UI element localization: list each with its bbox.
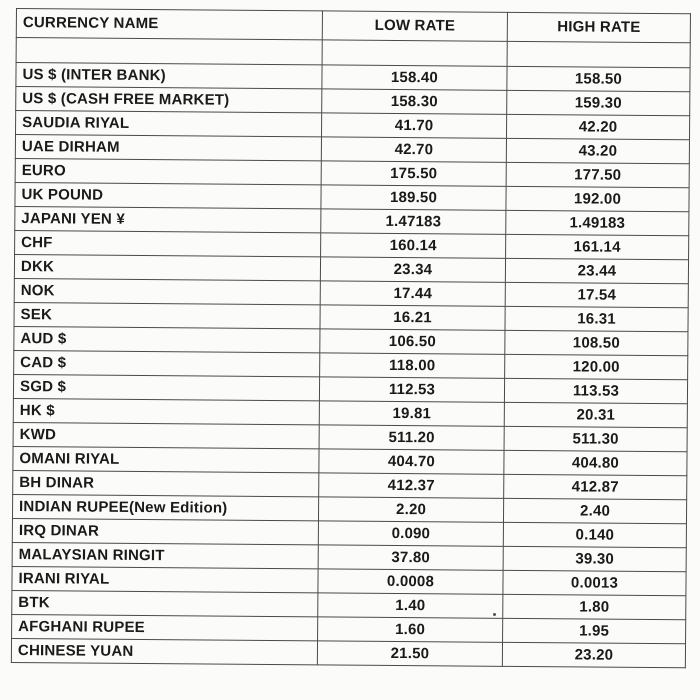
low-rate-cell: 175.50 bbox=[321, 161, 506, 186]
low-rate-cell: 42.70 bbox=[321, 137, 506, 162]
low-rate-cell: 189.50 bbox=[321, 185, 506, 210]
low-rate-cell: 2.20 bbox=[318, 497, 503, 522]
currency-name-cell: UK POUND bbox=[15, 182, 321, 208]
high-rate-cell: 1.80 bbox=[503, 594, 686, 619]
high-rate-cell: 2.40 bbox=[503, 498, 686, 523]
currency-name-cell: CAD $ bbox=[14, 350, 320, 376]
low-rate-cell: 0.090 bbox=[318, 521, 503, 546]
low-rate-cell: 0.0008 bbox=[318, 569, 503, 594]
blank-cell bbox=[16, 38, 322, 65]
currency-name-cell: UAE DIRHAM bbox=[15, 135, 321, 161]
low-rate-cell: 511.20 bbox=[319, 425, 504, 450]
high-rate-cell: 23.20 bbox=[502, 642, 685, 667]
currency-name-cell: OMANI RIYAL bbox=[13, 446, 319, 472]
blank-cell bbox=[507, 41, 690, 67]
currency-rate-table bbox=[11, 8, 691, 668]
currency-name-header: CURRENCY NAME bbox=[16, 9, 322, 40]
currency-name-cell: US $ (CASH FREE MARKET) bbox=[16, 87, 322, 113]
currency-name-cell: JAPANI YEN ¥ bbox=[15, 206, 321, 232]
header-row bbox=[16, 9, 690, 43]
currency-name-cell: IRANI RIYAL bbox=[12, 566, 318, 592]
high-rate-cell: 120.00 bbox=[505, 354, 688, 379]
high-rate-cell: 412.87 bbox=[504, 474, 687, 499]
currency-name-cell: DKK bbox=[14, 254, 320, 280]
currency-name-cell: EURO bbox=[15, 158, 321, 184]
high-rate-cell: 42.20 bbox=[506, 114, 689, 139]
high-rate-header: HIGH RATE bbox=[507, 12, 690, 42]
low-rate-cell: 158.30 bbox=[322, 89, 507, 114]
high-rate-cell: 0.140 bbox=[503, 522, 686, 547]
blank-cell bbox=[322, 40, 507, 66]
high-rate-cell: 20.31 bbox=[504, 402, 687, 427]
low-rate-cell: 23.34 bbox=[320, 257, 505, 282]
low-rate-cell: 118.00 bbox=[320, 353, 505, 378]
high-rate-cell: 16.31 bbox=[505, 306, 688, 331]
low-rate-cell: 17.44 bbox=[320, 281, 505, 306]
currency-name-cell: AUD $ bbox=[14, 326, 320, 352]
high-rate-cell: 192.00 bbox=[506, 186, 689, 211]
low-rate-cell: 37.80 bbox=[318, 545, 503, 570]
low-rate-cell: 112.53 bbox=[319, 377, 504, 402]
scan-speck bbox=[493, 613, 496, 616]
high-rate-cell: 1.95 bbox=[503, 618, 686, 643]
currency-name-cell: KWD bbox=[13, 422, 319, 448]
high-rate-cell: 159.30 bbox=[507, 90, 690, 115]
currency-name-cell: CHF bbox=[15, 230, 321, 256]
currency-name-cell: NOK bbox=[14, 278, 320, 304]
currency-name-cell: MALAYSIAN RINGIT bbox=[12, 542, 318, 568]
low-rate-cell: 1.40 bbox=[318, 593, 503, 618]
currency-name-cell: AFGHANI RUPEE bbox=[12, 614, 318, 640]
currency-name-cell: BTK bbox=[12, 590, 318, 616]
low-rate-cell: 160.14 bbox=[321, 233, 506, 258]
low-rate-cell: 1.60 bbox=[318, 617, 503, 642]
high-rate-cell: 108.50 bbox=[505, 330, 688, 355]
low-rate-cell: 19.81 bbox=[319, 401, 504, 426]
low-rate-cell: 1.47183 bbox=[321, 209, 506, 234]
high-rate-cell: 39.30 bbox=[503, 546, 686, 571]
high-rate-cell: 23.44 bbox=[505, 258, 688, 283]
high-rate-cell: 158.50 bbox=[507, 66, 690, 91]
low-rate-cell: 41.70 bbox=[321, 113, 506, 138]
low-rate-cell: 106.50 bbox=[320, 329, 505, 354]
currency-name-cell: SAUDIA RIYAL bbox=[16, 111, 322, 137]
currency-name-cell: INDIAN RUPEE(New Edition) bbox=[12, 494, 318, 520]
high-rate-cell: 1.49183 bbox=[506, 210, 689, 235]
high-rate-cell: 113.53 bbox=[504, 378, 687, 403]
currency-name-cell: IRQ DINAR bbox=[12, 518, 318, 544]
high-rate-cell: 404.80 bbox=[504, 450, 687, 475]
low-rate-cell: 16.21 bbox=[320, 305, 505, 330]
currency-name-cell: US $ (INTER BANK) bbox=[16, 63, 322, 89]
currency-name-cell: CHINESE YUAN bbox=[11, 638, 317, 664]
currency-name-cell: SEK bbox=[14, 302, 320, 328]
high-rate-cell: 17.54 bbox=[505, 282, 688, 307]
low-rate-header: LOW RATE bbox=[322, 11, 507, 41]
currency-name-cell: SGD $ bbox=[13, 374, 319, 400]
low-rate-cell: 158.40 bbox=[322, 65, 507, 90]
rate-rows bbox=[11, 38, 690, 668]
low-rate-cell: 404.70 bbox=[319, 449, 504, 474]
table-row bbox=[11, 638, 685, 667]
currency-name-cell: HK $ bbox=[13, 398, 319, 424]
high-rate-cell: 0.0013 bbox=[503, 570, 686, 595]
high-rate-cell: 177.50 bbox=[506, 162, 689, 187]
high-rate-cell: 43.20 bbox=[506, 138, 689, 163]
low-rate-cell: 21.50 bbox=[317, 641, 502, 666]
currency-name-cell: BH DINAR bbox=[13, 470, 319, 496]
high-rate-cell: 511.30 bbox=[504, 426, 687, 451]
high-rate-cell: 161.14 bbox=[506, 234, 689, 259]
low-rate-cell: 412.37 bbox=[319, 473, 504, 498]
